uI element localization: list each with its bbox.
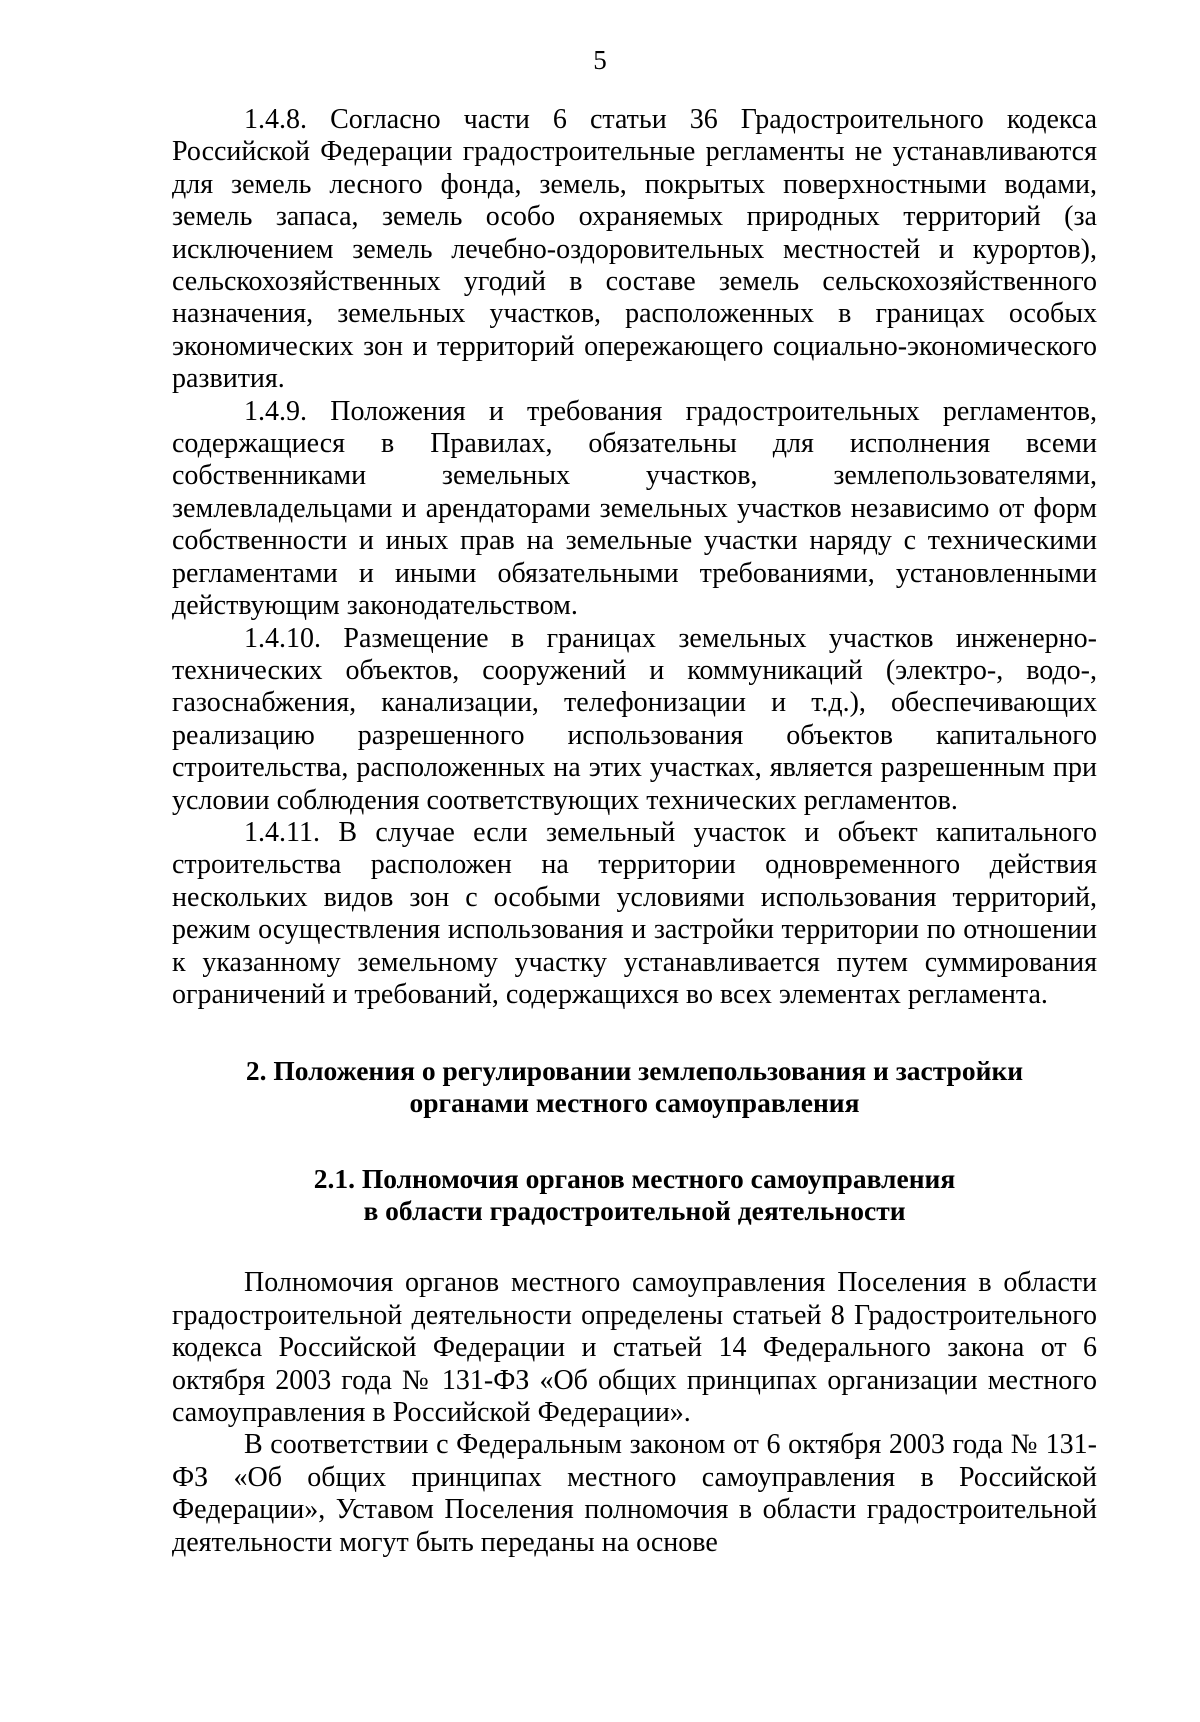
subsection-heading-line-2: в области градостроительной деятельности xyxy=(363,1195,906,1227)
document-body xyxy=(172,104,1097,1559)
paragraph-1-4-11: 1.4.11. В случае если земельный участок и объект капитального строительства расположен на территории одновременного действия нескольких видов зон с особыми условиями использования территорий, режим осуществления использования и застройки территории по отношении к указанному земельному участку устанавливается путем суммирования ограничений и требований, содержащихся во всех элементах регламента. xyxy=(172,816,1097,1010)
paragraph-powers: Полномочия органов местного самоуправления Поселения в области градостроительной деятельности определены статьей 8 Градостроительного кодекса Российской Федерации и статьей 14 Федерального закона от 6 октября 2003 года № 131-ФЗ «Об общих принципах организации местного самоуправления в Российской Федерации». xyxy=(172,1267,1097,1428)
paragraph-1-4-9: 1.4.9. Положения и требования градостроительных регламентов, содержащиеся в Правилах, обязательны для исполнения всеми собственниками земельных участков, землепользователями, землевладельцами и арендаторами земельных участков независимо от форм собственности и иных прав на земельные участки наряду с техническими регламентами и иными обязательными требованиями, установленными действующим законодательством. xyxy=(172,395,1097,622)
subsection-heading-line-1: 2.1. Полномочия органов местного самоуправления xyxy=(313,1163,956,1195)
page-number: 5 xyxy=(593,45,607,75)
paragraph-1-4-10: 1.4.10. Размещение в границах земельных участков инженерно-технических объектов, сооружений и коммуникаций (электро-, водо-, газоснабжения, канализации, телефонизации и т.д.), обеспечивающих реализацию разрешенного использования объектов капитального строительства, расположенных на этих участках, является разрешенным при условии соблюдения соответствующих технических регламентов. xyxy=(172,622,1097,816)
paragraph-federal-law: В соответствии с Федеральным законом от 6 октября 2003 года № 131-ФЗ «Об общих принципах местного самоуправления в Российской Федерации», Уставом Поселения полномочия в области градостроительной деятельности могут быть переданы на основе xyxy=(172,1429,1097,1558)
section-heading-line-2: органами местного самоуправления xyxy=(409,1087,860,1119)
paragraph-1-4-8: 1.4.8. Согласно части 6 статьи 36 Градостроительного кодекса Российской Федерации градостроительные регламенты не устанавливаются для земель лесного фонда, земель, покрытых поверхностными водами, земель запаса, земель особо охраняемых природных территорий (за исключением земель лечебно-оздоровительных местностей и курортов), сельскохозяйственных угодий в составе земель сельскохозяйственного назначения, земельных участков, расположенных в границах особых экономических зон и территорий опережающего социально-экономического развития. xyxy=(172,104,1097,395)
section-heading xyxy=(172,1055,1097,1119)
subsection-heading xyxy=(172,1163,1097,1227)
section-heading-line-1: 2. Положения о регулировании землепользования и застройки xyxy=(245,1055,1024,1087)
